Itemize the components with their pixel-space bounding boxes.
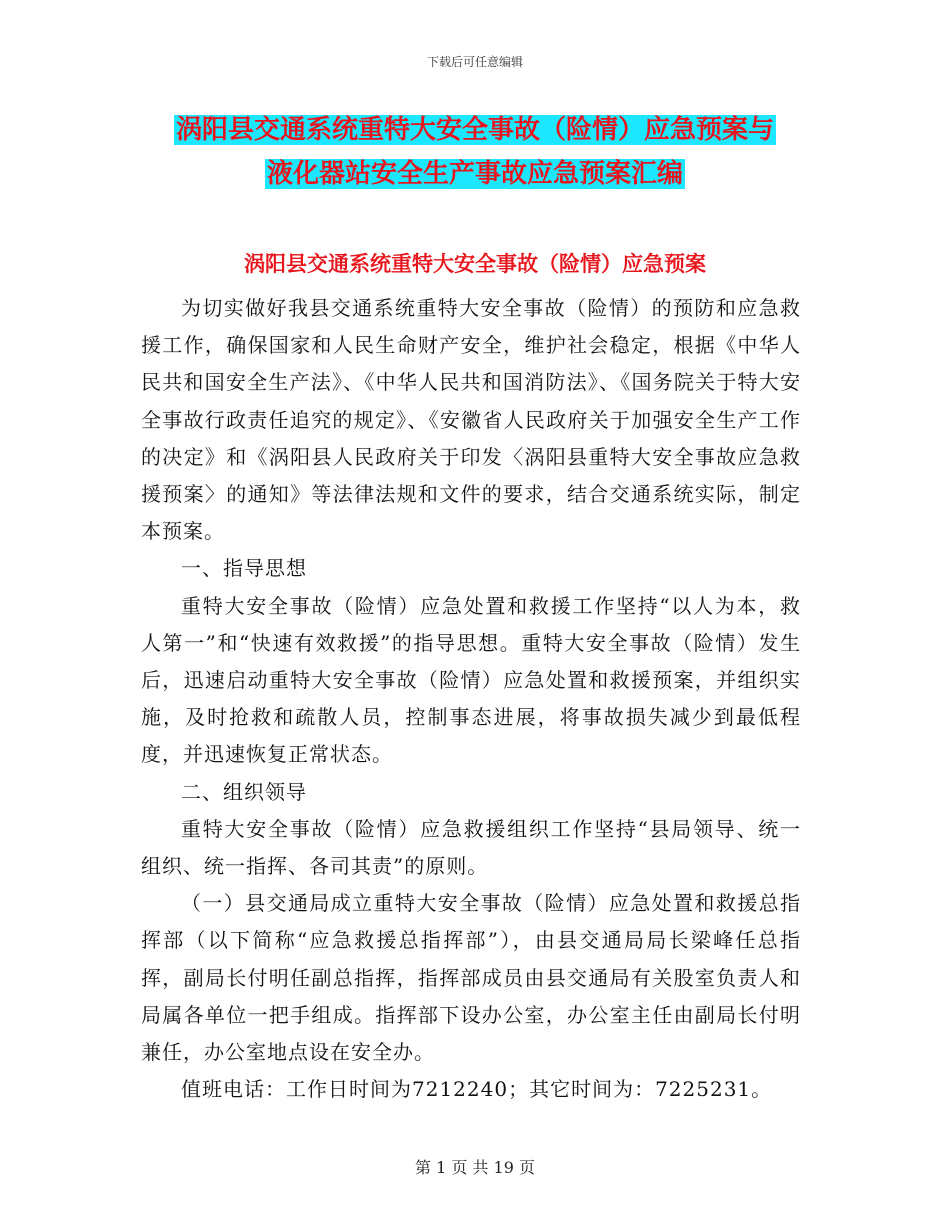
paragraph-intro: 为切实做好我县交通系统重特大安全事故（险情）的预防和应急救援工作，确保国家和人民生命财产安全，维护社会稳定，根据《中华人民共和国安全生产法》、《中华人民共和国消防法》、《国务院关于特大安全事故行政责任追究的规定》、《安徽省人民政府关于加强安全生产工作的决定》和《涡阳县人民政府关于印发〈涡阳县重特大安全事故应急救援预案〉的通知》等法律法规和文件的要求，结合交通系统实际，制定本预案。 xyxy=(141,296,801,544)
heading-guiding-thought: 一、指导思想 xyxy=(181,556,307,581)
header-note: 下载后可任意编辑 xyxy=(426,55,523,69)
document-body xyxy=(141,290,801,1108)
heading-organization: 二、组织领导 xyxy=(181,779,307,804)
main-title-text-1: 涡阳县交通系统重特大安全事故（险情）应急预案与 xyxy=(175,115,774,145)
main-title-text-2: 液化器站安全生产事故应急预案汇编 xyxy=(266,159,683,189)
main-title-line-1 xyxy=(0,110,950,150)
main-title-line-2 xyxy=(0,154,950,194)
paragraph-command-center: （一）县交通局成立重特大安全事故（险情）应急处置和救援总指挥部（以下简称“应急救援总指挥部”），由县交通局局长梁峰任总指挥，副局长付明任副总指挥，指挥部成员由县交通局有关股室负责人和局属各单位一把手组成。指挥部下设办公室，办公室主任由副局长付明兼任，办公室地点设在安全办。 xyxy=(141,891,801,1065)
page-footer: 第 1 页 共 19 页 xyxy=(415,1158,535,1177)
paragraph-organization: 重特大安全事故（险情）应急救援组织工作坚持“县局领导、统一组织、统一指挥、各司其责”的原则。 xyxy=(141,816,801,879)
paragraph-guiding-thought: 重特大安全事故（险情）应急处置和救援工作坚持“以人为本，救人第一”和“快速有效救援”的指导思想。重特大安全事故（险情）发生后，迅速启动重特大安全事故（险情）应急处置和救援预案，并组织实施，及时抢救和疏散人员，控制事态进展，将事故损失减少到最低程度，并迅速恢复正常状态。 xyxy=(141,593,801,767)
section-title: 涡阳县交通系统重特大安全事故（险情）应急预案 xyxy=(244,252,706,276)
paragraph-duty-phone: 值班电话：工作日时间为7212240；其它时间为：7225231。 xyxy=(181,1077,773,1102)
